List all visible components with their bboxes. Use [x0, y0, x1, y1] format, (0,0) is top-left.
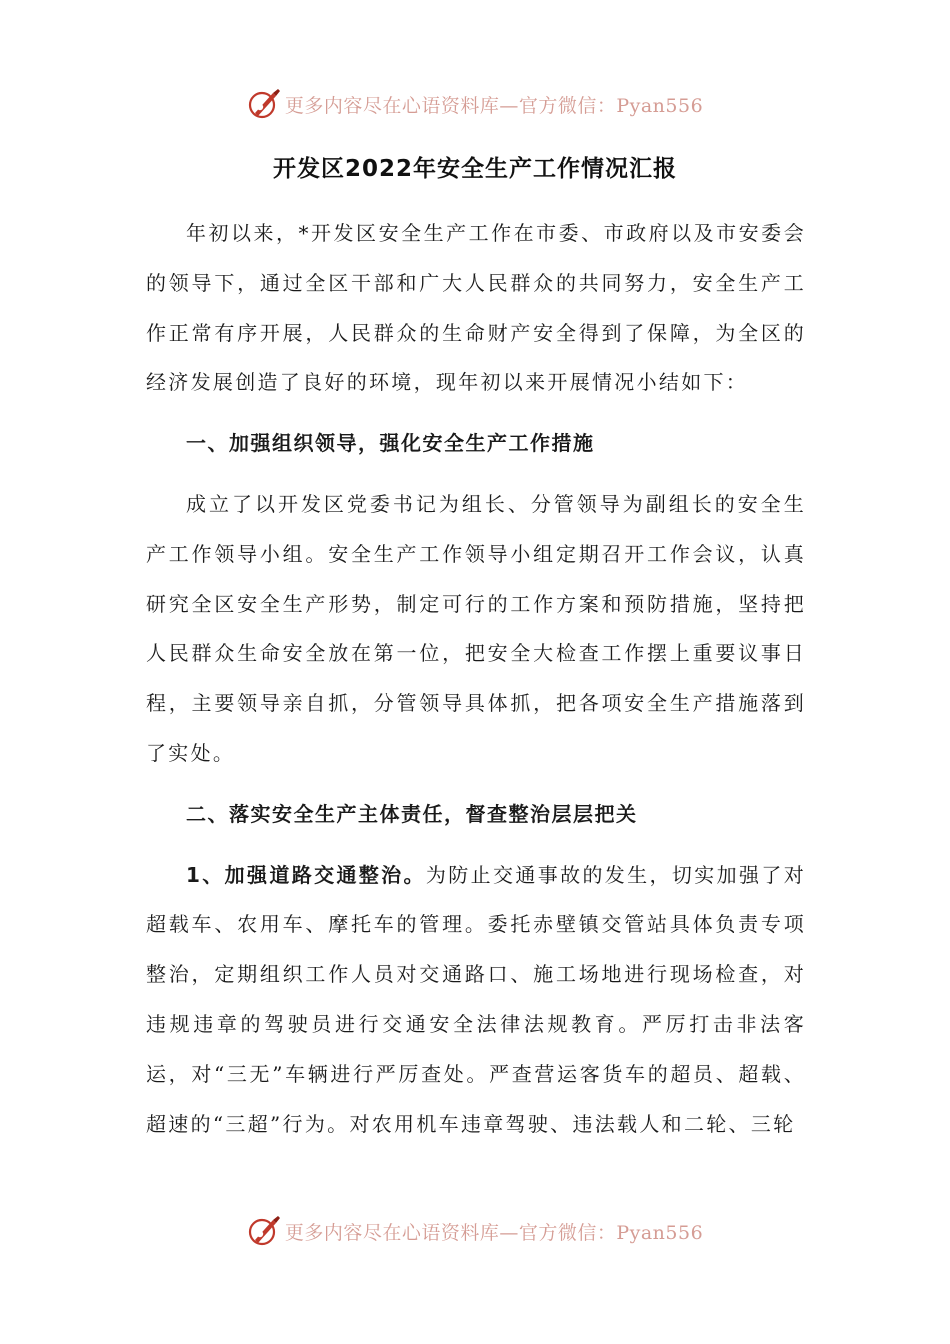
item-1-lead: 1、加强道路交通整治。	[186, 862, 426, 887]
footer-watermark	[0, 1211, 950, 1251]
item-1-paragraph	[146, 851, 806, 1150]
pen-circle-logo-icon	[247, 87, 281, 121]
item-1-body: 为防止交通事故的发生，切实加强了对超载车、农用车、摩托车的管理。委托赤壁镇交管站具体负责专项整治，定期组织工作人员对交通路口、施工场地进行现场检查，对违规违章的驾驶员进行交通安全法律法规教育。严厉打击非法客运，对“三无”车辆进行严厉查处。严查营运客货车的超员、超载、超速的“三超”行为。对农用机车违章驾驶、违法载人和二轮、三轮	[146, 862, 806, 1136]
section-1-paragraph: 成立了以开发区党委书记为组长、分管领导为副组长的安全生产工作领导小组。安全生产工作领导小组定期召开工作会议，认真研究全区安全生产形势，制定可行的工作方案和预防措施，坚持把人民群众生命安全放在第一位，把安全大检查工作摆上重要议事日程，主要领导亲自抓，分管领导具体抓，把各项安全生产措施落到了实处。	[146, 491, 806, 765]
document-title: 开发区2022年安全生产工作情况汇报	[272, 156, 677, 182]
watermark-text: 更多内容尽在心语资料库—官方微信：Pyan556	[284, 94, 704, 117]
document-body	[146, 209, 806, 1149]
section-2-heading: 二、落实安全生产主体责任，督查整治层层把关	[186, 801, 638, 826]
section-1-heading: 一、加强组织领导，强化安全生产工作措施	[186, 431, 595, 456]
header-watermark	[0, 84, 950, 124]
intro-paragraph: 年初以来，*开发区安全生产工作在市委、市政府以及市安委会的领导下，通过全区干部和广大人民群众的共同努力，安全生产工作正常有序开展，人民群众的生命财产安全得到了保障，为全区的经济发展创造了良好的环境，现年初以来开展情况小结如下：	[146, 221, 806, 395]
pen-circle-logo-icon	[247, 1214, 281, 1248]
watermark-text: 更多内容尽在心语资料库—官方微信：Pyan556	[284, 1221, 704, 1244]
